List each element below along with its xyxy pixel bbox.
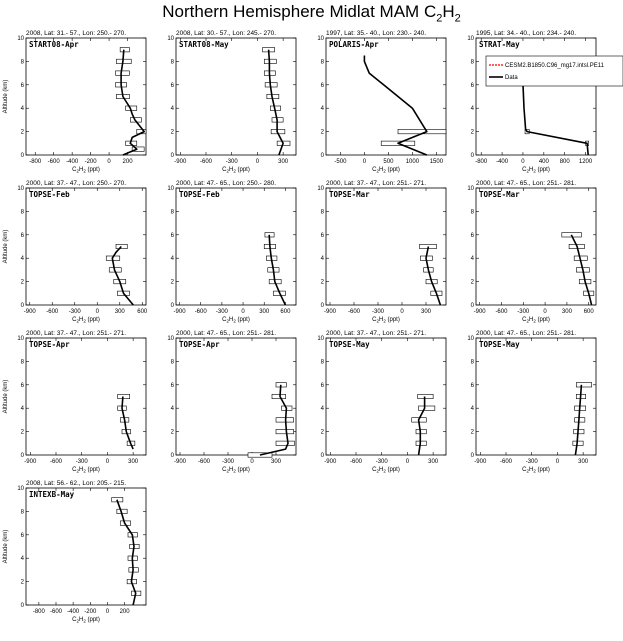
panel-caption: 1995, Lat: 34.- 40., Lon: 234.- 240.	[476, 30, 577, 37]
panel-caption: 2000, Lat: 47.- 65., Lon: 250.- 280.	[176, 180, 277, 187]
data-profile-line	[419, 397, 425, 456]
x-axis-label: $C_2H_2$ (ppt)	[222, 317, 250, 324]
y-tick-label: 0	[20, 453, 24, 459]
x-axis-label: $C_2H_2$ (ppt)	[522, 317, 550, 324]
y-axis-label: Altitude (km)	[3, 229, 9, 264]
x-axis-label: $C_2H_2$ (ppt)	[522, 467, 550, 474]
y-tick-label: 6	[470, 82, 474, 89]
x-tick-label: 1200	[578, 159, 593, 165]
panel-label: TOPSE-Apr	[179, 340, 220, 349]
panel-label: INTEXB-May	[29, 490, 75, 499]
x-tick-label: -300	[75, 459, 88, 465]
y-tick-label: 6	[320, 82, 324, 89]
y-tick-label: 4	[470, 406, 474, 413]
x-axis-label: $C_2H_2$ (ppt)	[372, 317, 400, 324]
chart-panel-11	[317, 330, 446, 474]
y-tick-label: 2	[320, 429, 324, 436]
y-tick-label: 8	[170, 359, 174, 366]
y-tick-label: 4	[320, 106, 324, 113]
x-tick-label: 0	[555, 459, 560, 465]
y-tick-label: 2	[470, 129, 474, 136]
y-tick-label: 0	[20, 303, 24, 309]
y-tick-label: 10	[317, 186, 324, 192]
x-tick-label: 0	[107, 159, 111, 165]
y-tick-label: 8	[470, 209, 474, 216]
x-tick-label: -900	[174, 159, 187, 165]
y-tick-label: 8	[170, 209, 174, 216]
y-tick-label: 2	[470, 279, 474, 286]
data-range-box	[272, 394, 286, 398]
y-tick-label: 6	[470, 382, 474, 389]
x-axis-label: $C_2H_2$ (ppt)	[372, 467, 400, 474]
x-tick-label: 0	[521, 159, 525, 165]
x-tick-label: -300	[525, 459, 538, 465]
y-tick-label: 2	[320, 279, 324, 286]
x-tick-label: 300	[114, 309, 125, 315]
y-tick-label: 0	[470, 153, 474, 159]
legend-box	[486, 56, 623, 86]
y-tick-label: 10	[467, 36, 474, 42]
y-tick-label: 2	[20, 279, 24, 286]
panel-caption: 2000, Lat: 37.- 47., Lon: 251.- 271.	[326, 180, 427, 187]
panel-label: TOPSE-Mar	[329, 190, 370, 199]
data-range-box	[576, 383, 591, 387]
x-tick-label: 0	[105, 609, 110, 615]
x-tick-label: -900	[24, 459, 37, 465]
x-tick-label: 400	[538, 159, 549, 165]
panel-label: TOPSE-May	[479, 340, 520, 349]
x-tick-label: -300	[225, 159, 238, 165]
y-tick-label: 0	[470, 303, 474, 309]
x-tick-label: -600	[199, 159, 213, 165]
x-tick-label: 0	[400, 309, 404, 315]
data-range-box	[120, 48, 129, 52]
y-tick-label: 6	[320, 382, 324, 389]
x-tick-label: -600	[49, 609, 63, 615]
chart-panel-2	[167, 30, 296, 174]
plot-frame	[476, 38, 596, 155]
x-axis-label: $C_2H_2$ (ppt)	[72, 617, 100, 624]
chart-panel-8	[467, 180, 596, 324]
x-tick-label: 300	[428, 459, 439, 465]
panel-caption: 1997, Lat: 35.- 40., Lon: 230.- 240.	[326, 30, 427, 37]
chart-panel-12	[467, 330, 596, 474]
y-tick-label: 2	[20, 429, 24, 436]
data-range-box	[264, 59, 276, 63]
y-tick-label: 0	[320, 453, 324, 459]
y-tick-label: 10	[167, 336, 174, 342]
y-tick-label: 8	[320, 209, 324, 216]
x-tick-label: -600	[194, 309, 207, 315]
panel-label: START08-Apr	[29, 40, 79, 49]
x-tick-label: -800	[475, 159, 488, 165]
x-tick-label: 800	[559, 159, 570, 165]
y-tick-label: 8	[20, 59, 24, 66]
y-tick-label: 6	[470, 232, 474, 239]
chart-panel-13	[3, 480, 146, 624]
y-tick-label: 4	[320, 406, 324, 413]
panel-label: STRAT-May	[479, 40, 520, 49]
y-tick-label: 6	[170, 232, 174, 239]
y-tick-label: 10	[167, 36, 174, 42]
title-sub2: 2	[454, 12, 461, 25]
x-tick-label: -800	[32, 609, 45, 615]
x-tick-label: -300	[375, 459, 388, 465]
x-tick-label: -900	[324, 459, 337, 465]
data-profile-line	[121, 50, 144, 155]
x-tick-label: 300	[259, 309, 270, 315]
data-profile-line	[112, 247, 133, 306]
data-range-box	[116, 244, 127, 248]
x-tick-label: -500	[334, 159, 347, 165]
x-tick-label: 0	[405, 459, 410, 465]
panel-caption: 2008, Lat: 30.- 57., Lon: 245.- 270.	[176, 30, 277, 37]
x-axis-label: $C_2H_2$ (ppt)	[522, 167, 550, 174]
x-tick-label: 600	[583, 309, 594, 315]
plot-frame	[26, 488, 146, 605]
x-tick-label: 0	[543, 309, 547, 315]
y-tick-label: 10	[317, 336, 324, 342]
x-tick-label: 300	[278, 159, 289, 165]
x-tick-label: 300	[561, 309, 572, 315]
panel-caption: 2008, Lat: 31.- 57., Lon: 250.- 270.	[26, 30, 127, 37]
y-tick-label: 6	[20, 532, 24, 539]
x-tick-label: -900	[173, 459, 187, 465]
x-tick-label: 1500	[429, 159, 444, 165]
panel-caption: 2000, Lat: 47.- 65., Lon: 251.- 281.	[476, 180, 577, 187]
y-tick-label: 8	[20, 359, 24, 366]
x-tick-label: -300	[517, 309, 530, 315]
data-profile-line	[117, 500, 136, 605]
title-sub: 2	[436, 12, 443, 25]
y-axis-label: Altitude (km)	[3, 379, 9, 414]
y-tick-label: 4	[20, 556, 24, 563]
data-profile-line	[269, 50, 284, 155]
y-tick-label: 0	[170, 453, 174, 459]
x-tick-label: 300	[270, 459, 282, 465]
y-tick-label: 4	[20, 256, 24, 263]
x-tick-label: -600	[49, 459, 63, 465]
y-tick-label: 0	[470, 453, 474, 459]
y-tick-label: 8	[20, 209, 24, 216]
y-tick-label: 8	[470, 359, 474, 366]
chart-panel-4	[467, 30, 596, 174]
panel-caption: 2000, Lat: 37.- 47., Lon: 250.- 270.	[26, 180, 127, 187]
x-tick-label: -600	[197, 459, 211, 465]
y-tick-label: 8	[20, 509, 24, 516]
x-tick-label: -600	[349, 459, 363, 465]
x-tick-label: 300	[128, 459, 139, 465]
y-tick-label: 4	[470, 106, 474, 113]
y-axis-label: Altitude (km)	[3, 79, 9, 114]
y-tick-label: 0	[170, 303, 174, 309]
panel-caption: 2000, Lat: 47.- 65., Lon: 251.- 281.	[176, 330, 277, 337]
y-tick-label: 0	[20, 153, 24, 159]
y-tick-label: 0	[320, 303, 324, 309]
data-range-box	[116, 71, 130, 75]
data-range-box	[118, 394, 130, 398]
legend	[486, 56, 623, 86]
y-tick-label: 10	[467, 336, 474, 342]
y-tick-label: 6	[170, 382, 174, 389]
x-tick-label: -800	[29, 159, 42, 165]
chart-panel-6	[167, 180, 296, 324]
panel-label: TOPSE-Feb	[179, 190, 220, 199]
y-tick-label: 4	[20, 406, 24, 413]
x-axis-label: $C_2H_2$ (ppt)	[72, 317, 100, 324]
x-tick-label: -300	[215, 309, 228, 315]
y-tick-label: 4	[320, 256, 324, 263]
x-tick-label: -600	[347, 309, 361, 315]
y-tick-label: 10	[17, 36, 24, 42]
panel-label: TOPSE-May	[329, 340, 370, 349]
x-tick-label: 500	[383, 159, 394, 165]
legend-data-label: Data	[505, 75, 518, 81]
y-tick-label: 4	[470, 256, 474, 263]
x-tick-label: -200	[84, 159, 97, 165]
x-tick-label: 300	[420, 309, 432, 315]
x-tick-label: 0	[362, 159, 367, 165]
y-tick-label: 10	[317, 36, 324, 42]
x-tick-label: 0	[95, 309, 99, 315]
data-range-box	[419, 406, 435, 410]
y-tick-label: 4	[170, 406, 174, 413]
panel-label: TOPSE-Apr	[29, 340, 70, 349]
y-tick-label: 10	[17, 186, 24, 192]
y-tick-label: 6	[170, 82, 174, 89]
data-range-box	[116, 59, 131, 63]
x-tick-label: -900	[173, 309, 186, 315]
x-tick-label: -400	[496, 159, 509, 165]
y-tick-label: 8	[320, 59, 324, 66]
y-tick-label: 0	[170, 153, 174, 159]
y-tick-label: 8	[170, 59, 174, 66]
legend-model-label: CESM2.B1850.C96_mg17.intsl.PE11	[505, 63, 604, 69]
x-tick-label: 0	[105, 459, 110, 465]
y-tick-label: 4	[20, 106, 24, 113]
y-tick-label: 4	[170, 106, 174, 113]
y-tick-label: 2	[170, 279, 174, 286]
chart-panel-7	[317, 180, 446, 324]
x-tick-label: -300	[68, 309, 81, 315]
panel-caption: 2000, Lat: 37.- 47., Lon: 251.- 271.	[26, 330, 127, 337]
y-tick-label: 2	[320, 129, 324, 136]
data-range-box	[418, 394, 433, 398]
data-profile-line	[364, 56, 426, 156]
chart-panel-1	[3, 30, 146, 174]
y-tick-label: 6	[20, 82, 24, 89]
y-tick-label: 6	[20, 232, 24, 239]
panel-label: START08-May	[179, 40, 229, 49]
x-axis-label: $C_2H_2$ (ppt)	[222, 467, 250, 474]
panel-label: TOPSE-Mar	[479, 190, 520, 199]
x-tick-label: -600	[495, 309, 508, 315]
x-tick-label: -600	[499, 459, 513, 465]
y-tick-label: 6	[320, 232, 324, 239]
y-tick-label: 10	[17, 486, 24, 492]
chart-panel-3	[317, 30, 446, 174]
x-tick-label: 200	[122, 159, 133, 165]
x-tick-label: 200	[119, 609, 130, 615]
y-tick-label: 6	[20, 382, 24, 389]
x-axis-label: $C_2H_2$ (ppt)	[222, 167, 250, 174]
x-tick-label: -400	[66, 159, 79, 165]
x-tick-label: -900	[323, 309, 337, 315]
x-tick-label: -200	[84, 609, 97, 615]
x-tick-label: -400	[67, 609, 80, 615]
x-tick-label: -300	[371, 309, 385, 315]
x-axis-label: $C_2H_2$ (ppt)	[72, 167, 100, 174]
y-tick-label: 8	[320, 359, 324, 366]
y-tick-label: 2	[20, 129, 24, 136]
panel-caption: 2000, Lat: 37.- 47., Lon: 251.- 271.	[326, 330, 427, 337]
data-range-box	[416, 441, 426, 445]
y-tick-label: 0	[20, 603, 24, 609]
title-main: Northern Hemisphere Midlat MAM C	[162, 2, 437, 21]
x-tick-label: 1000	[405, 159, 420, 165]
x-tick-label: -300	[221, 459, 235, 465]
y-tick-label: 0	[320, 153, 324, 159]
x-tick-label: 0	[250, 459, 254, 465]
chart-panel-10	[167, 330, 296, 474]
plot-frame	[326, 38, 446, 155]
panel-caption: 2000, Lat: 47.- 65., Lon: 251.- 281.	[476, 330, 577, 337]
y-tick-label: 10	[167, 186, 174, 192]
x-tick-label: -900	[474, 459, 487, 465]
panel-label: POLARIS-Apr	[329, 40, 379, 49]
title-tail: H	[442, 2, 455, 21]
x-tick-label: 300	[578, 459, 589, 465]
panel-label: TOPSE-Feb	[29, 190, 70, 199]
y-tick-label: 2	[170, 429, 174, 436]
y-axis-label: Altitude (km)	[3, 529, 9, 564]
panel-caption: 2008, Lat: 56.- 62., Lon: 205.- 215.	[26, 480, 127, 487]
y-tick-label: 4	[170, 256, 174, 263]
x-tick-label: 600	[280, 309, 291, 315]
y-tick-label: 10	[17, 336, 24, 342]
x-tick-label: 600	[137, 309, 148, 315]
chart-panel-9	[3, 330, 146, 474]
x-tick-label: -900	[23, 309, 36, 315]
x-axis-label: $C_2H_2$ (ppt)	[372, 167, 400, 174]
x-axis-label: $C_2H_2$ (ppt)	[72, 467, 100, 474]
x-tick-label: 0	[255, 159, 260, 165]
y-tick-label: 2	[20, 579, 24, 586]
x-tick-label: -600	[47, 159, 60, 165]
data-range-box	[416, 429, 426, 433]
chart-panel-5	[3, 180, 148, 324]
y-tick-label: 10	[467, 186, 474, 192]
data-profile-line	[426, 247, 440, 306]
y-tick-label: 2	[470, 429, 474, 436]
x-tick-label: 0	[241, 309, 245, 315]
plot-frame	[26, 188, 146, 305]
x-tick-label: -900	[473, 309, 486, 315]
data-range-box	[276, 429, 294, 433]
data-range-box	[276, 441, 294, 445]
x-tick-label: -600	[46, 309, 59, 315]
y-tick-label: 8	[470, 59, 474, 66]
y-tick-label: 2	[170, 129, 174, 136]
